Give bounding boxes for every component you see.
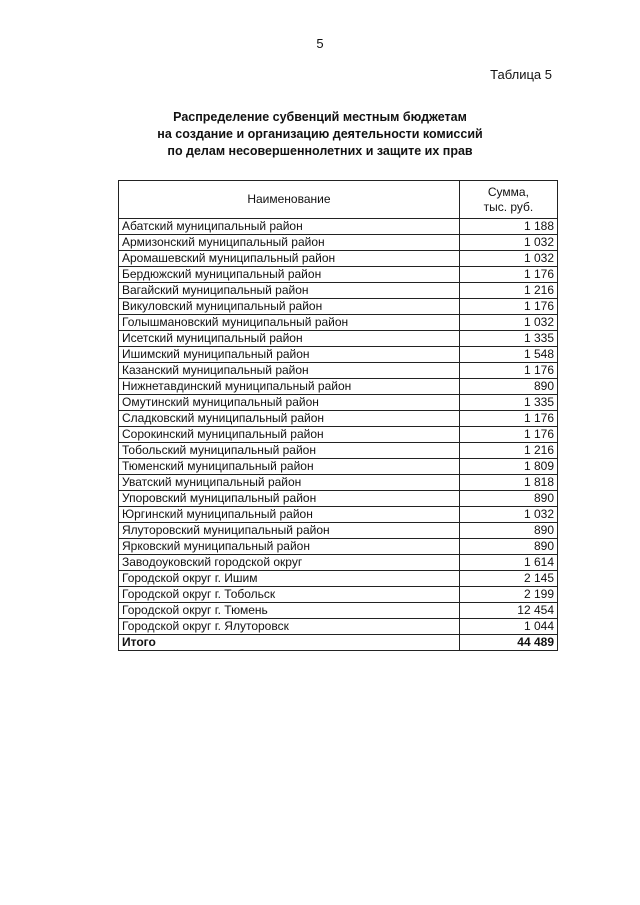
row-name: Заводоуковский городской округ [119, 555, 460, 571]
row-amount: 1 032 [459, 507, 557, 523]
subvention-table [118, 180, 558, 651]
row-name: Сорокинский муниципальный район [119, 427, 460, 443]
table-row [119, 267, 558, 283]
total-amount: 44 489 [459, 635, 557, 651]
table-row [119, 283, 558, 299]
table-row [119, 395, 558, 411]
row-name: Уватский муниципальный район [119, 475, 460, 491]
row-amount: 1 176 [459, 299, 557, 315]
table-row [119, 235, 558, 251]
row-name: Тобольский муниципальный район [119, 443, 460, 459]
row-amount: 890 [459, 379, 557, 395]
row-amount: 12 454 [459, 603, 557, 619]
row-name: Бердюжский муниципальный район [119, 267, 460, 283]
row-amount: 890 [459, 539, 557, 555]
row-amount: 1 548 [459, 347, 557, 363]
row-amount: 1 335 [459, 395, 557, 411]
table-row [119, 299, 558, 315]
table-row [119, 251, 558, 267]
row-name: Казанский муниципальный район [119, 363, 460, 379]
table-row [119, 427, 558, 443]
row-amount: 1 044 [459, 619, 557, 635]
row-name: Аромашевский муниципальный район [119, 251, 460, 267]
row-amount: 890 [459, 523, 557, 539]
table-row [119, 619, 558, 635]
table-row [119, 587, 558, 603]
row-name: Вагайский муниципальный район [119, 283, 460, 299]
row-amount: 2 199 [459, 587, 557, 603]
row-name: Викуловский муниципальный район [119, 299, 460, 315]
table-row [119, 315, 558, 331]
title-line: на создание и организацию деятельности комиссий [157, 127, 483, 141]
total-label: Итого [119, 635, 460, 651]
row-amount: 1 176 [459, 427, 557, 443]
table-header-row [119, 181, 558, 219]
total-row [119, 635, 558, 651]
table-row [119, 603, 558, 619]
row-amount: 1 032 [459, 251, 557, 267]
document-title [0, 109, 640, 160]
row-amount: 1 176 [459, 267, 557, 283]
header-sum-line: Сумма, [487, 184, 529, 199]
table-row [119, 379, 558, 395]
row-amount: 1 032 [459, 315, 557, 331]
title-line: по делам несовершеннолетних и защите их прав [167, 144, 473, 158]
header-sum [459, 181, 557, 219]
table-row [119, 363, 558, 379]
row-name: Городской округ г. Ишим [119, 571, 460, 587]
row-name: Упоровский муниципальный район [119, 491, 460, 507]
row-name: Тюменский муниципальный район [119, 459, 460, 475]
row-name: Абатский муниципальный район [119, 219, 460, 235]
row-name: Голышмановский муниципальный район [119, 315, 460, 331]
header-name: Наименование [119, 181, 460, 219]
table-row [119, 555, 558, 571]
table-row [119, 347, 558, 363]
row-amount: 1 188 [459, 219, 557, 235]
row-amount: 1 216 [459, 443, 557, 459]
row-name: Сладковский муниципальный район [119, 411, 460, 427]
header-sum-line: тыс. руб. [483, 199, 534, 214]
row-amount: 1 176 [459, 363, 557, 379]
table-row [119, 571, 558, 587]
row-name: Ялуторовский муниципальный район [119, 523, 460, 539]
row-name: Городской округ г. Тюмень [119, 603, 460, 619]
table-row [119, 491, 558, 507]
table-row [119, 411, 558, 427]
row-name: Городской округ г. Ялуторовск [119, 619, 460, 635]
table-row [119, 475, 558, 491]
row-name: Ишимский муниципальный район [119, 347, 460, 363]
row-name: Ярковский муниципальный район [119, 539, 460, 555]
row-name: Городской округ г. Тобольск [119, 587, 460, 603]
table-row [119, 459, 558, 475]
row-amount: 1 335 [459, 331, 557, 347]
table-row [119, 523, 558, 539]
row-amount: 1 032 [459, 235, 557, 251]
row-amount: 1 809 [459, 459, 557, 475]
table-body [119, 219, 558, 635]
row-amount: 1 818 [459, 475, 557, 491]
row-name: Нижнетавдинский муниципальный район [119, 379, 460, 395]
row-amount: 1 176 [459, 411, 557, 427]
row-name: Омутинский муниципальный район [119, 395, 460, 411]
table-row [119, 331, 558, 347]
table-row [119, 507, 558, 523]
row-amount: 1 216 [459, 283, 557, 299]
page-number: 5 [316, 36, 324, 51]
table-row [119, 219, 558, 235]
table-row [119, 443, 558, 459]
row-amount: 890 [459, 491, 557, 507]
row-amount: 2 145 [459, 571, 557, 587]
row-name: Исетский муниципальный район [119, 331, 460, 347]
table-caption: Таблица 5 [490, 67, 552, 82]
row-amount: 1 614 [459, 555, 557, 571]
table-row [119, 539, 558, 555]
row-name: Юргинский муниципальный район [119, 507, 460, 523]
row-name: Армизонский муниципальный район [119, 235, 460, 251]
title-line: Распределение субвенций местным бюджетам [173, 110, 467, 124]
